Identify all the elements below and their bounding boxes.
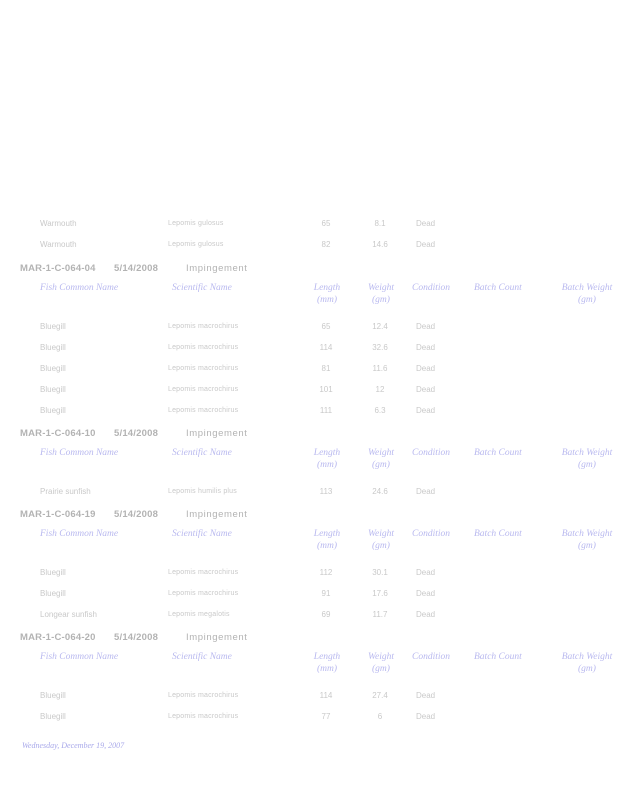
weight-cell: 6 xyxy=(377,712,383,721)
scientific-name-cell: Lepomis macrochirus xyxy=(168,323,239,330)
header-weight: Weight (gm) xyxy=(367,283,395,305)
fish-record-row xyxy=(0,566,618,582)
length-cell: 114 xyxy=(319,691,333,700)
condition-cell: Dead xyxy=(416,568,436,577)
common-name-cell: Bluegill xyxy=(40,322,66,331)
condition-cell: Dead xyxy=(416,240,436,249)
length-cell: 77 xyxy=(321,712,331,721)
weight-cell: 24.6 xyxy=(372,487,388,496)
length-cell: 65 xyxy=(321,322,331,331)
fish-record-row xyxy=(0,362,618,378)
condition-cell: Dead xyxy=(416,487,436,496)
weight-cell: 11.7 xyxy=(372,610,388,619)
column-header-row xyxy=(0,651,618,679)
header-batch-weight: Batch Weight (gm) xyxy=(561,448,613,470)
header-scientific-name: Scientific Name xyxy=(172,652,232,662)
sample-id: MAR-1-C-064-20 xyxy=(20,632,96,643)
header-batch-count: Batch Count xyxy=(474,448,522,458)
sample-group-row xyxy=(0,508,618,524)
header-scientific-name: Scientific Name xyxy=(172,529,232,539)
sample-type: Impingement xyxy=(186,509,248,520)
header-length: Length (mm) xyxy=(313,283,341,305)
common-name-cell: Prairie sunfish xyxy=(40,487,91,496)
column-header-row xyxy=(0,447,618,475)
header-condition: Condition xyxy=(412,529,451,539)
sample-date: 5/14/2008 xyxy=(114,509,159,520)
common-name-cell: Warmouth xyxy=(40,240,77,249)
column-header-row xyxy=(0,528,618,556)
sample-type: Impingement xyxy=(186,263,248,274)
header-common-name: Fish Common Name xyxy=(40,652,119,662)
condition-cell: Dead xyxy=(416,322,436,331)
weight-cell: 30.1 xyxy=(372,568,388,577)
common-name-cell: Bluegill xyxy=(40,712,66,721)
header-common-name: Fish Common Name xyxy=(40,448,119,458)
fish-record-row xyxy=(0,404,618,420)
scientific-name-cell: Lepomis macrochirus xyxy=(168,590,239,597)
fish-record-row xyxy=(0,587,618,603)
scientific-name-cell: Lepomis gulosus xyxy=(168,241,224,248)
header-batch-count: Batch Count xyxy=(474,283,522,293)
weight-cell: 14.6 xyxy=(372,240,388,249)
header-length: Length (mm) xyxy=(313,529,341,551)
header-weight: Weight (gm) xyxy=(367,652,395,674)
sample-type: Impingement xyxy=(186,632,248,643)
sample-group-row xyxy=(0,262,618,278)
length-cell: 69 xyxy=(321,610,331,619)
header-batch-count: Batch Count xyxy=(474,529,522,539)
sample-date: 5/14/2008 xyxy=(114,632,159,643)
sample-date: 5/14/2008 xyxy=(114,263,159,274)
condition-cell: Dead xyxy=(416,385,436,394)
length-cell: 91 xyxy=(321,589,331,598)
sample-group-row xyxy=(0,631,618,647)
header-weight: Weight (gm) xyxy=(367,529,395,551)
condition-cell: Dead xyxy=(416,364,436,373)
header-common-name: Fish Common Name xyxy=(40,283,119,293)
fish-record-row xyxy=(0,689,618,705)
length-cell: 65 xyxy=(321,219,331,228)
header-weight: Weight (gm) xyxy=(367,448,395,470)
sample-date: 5/14/2008 xyxy=(114,428,159,439)
header-condition: Condition xyxy=(412,448,451,458)
scientific-name-cell: Lepomis macrochirus xyxy=(168,386,239,393)
scientific-name-cell: Lepomis humilis plus xyxy=(168,488,237,495)
header-batch-weight: Batch Weight (gm) xyxy=(561,529,613,551)
weight-cell: 12 xyxy=(375,385,385,394)
length-cell: 111 xyxy=(319,406,333,415)
common-name-cell: Bluegill xyxy=(40,343,66,352)
weight-cell: 27.4 xyxy=(372,691,388,700)
fish-record-row xyxy=(0,608,618,624)
header-length: Length (mm) xyxy=(313,448,341,470)
scientific-name-cell: Lepomis macrochirus xyxy=(168,344,239,351)
scientific-name-cell: Lepomis macrochirus xyxy=(168,365,239,372)
fish-record-row xyxy=(0,710,618,726)
common-name-cell: Bluegill xyxy=(40,385,66,394)
condition-cell: Dead xyxy=(416,589,436,598)
sample-id: MAR-1-C-064-19 xyxy=(20,509,96,520)
weight-cell: 6.3 xyxy=(374,406,386,415)
condition-cell: Dead xyxy=(416,712,436,721)
common-name-cell: Bluegill xyxy=(40,589,66,598)
header-scientific-name: Scientific Name xyxy=(172,283,232,293)
common-name-cell: Longear sunfish xyxy=(40,610,97,619)
condition-cell: Dead xyxy=(416,219,436,228)
condition-cell: Dead xyxy=(416,610,436,619)
sample-group-row xyxy=(0,427,618,443)
header-batch-count: Batch Count xyxy=(474,652,522,662)
header-scientific-name: Scientific Name xyxy=(172,448,232,458)
fish-record-row xyxy=(0,238,618,254)
fish-record-row xyxy=(0,320,618,336)
header-batch-weight: Batch Weight (gm) xyxy=(561,283,613,305)
scientific-name-cell: Lepomis macrochirus xyxy=(168,692,239,699)
scientific-name-cell: Lepomis macrochirus xyxy=(168,407,239,414)
length-cell: 114 xyxy=(319,343,333,352)
fish-record-row xyxy=(0,383,618,399)
header-common-name: Fish Common Name xyxy=(40,529,119,539)
common-name-cell: Bluegill xyxy=(40,364,66,373)
header-batch-weight: Batch Weight (gm) xyxy=(561,652,613,674)
length-cell: 113 xyxy=(319,487,333,496)
scientific-name-cell: Lepomis macrochirus xyxy=(168,569,239,576)
length-cell: 81 xyxy=(321,364,331,373)
fish-record-row xyxy=(0,485,618,501)
weight-cell: 11.6 xyxy=(372,364,388,373)
header-length: Length (mm) xyxy=(313,652,341,674)
length-cell: 82 xyxy=(321,240,331,249)
sample-type: Impingement xyxy=(186,428,248,439)
condition-cell: Dead xyxy=(416,343,436,352)
scientific-name-cell: Lepomis gulosus xyxy=(168,220,224,227)
report-date-footer: Wednesday, December 19, 2007 xyxy=(22,741,125,750)
common-name-cell: Bluegill xyxy=(40,691,66,700)
common-name-cell: Bluegill xyxy=(40,406,66,415)
column-header-row xyxy=(0,282,618,310)
weight-cell: 32.6 xyxy=(372,343,388,352)
scientific-name-cell: Lepomis macrochirus xyxy=(168,713,239,720)
length-cell: 112 xyxy=(319,568,333,577)
sample-id: MAR-1-C-064-10 xyxy=(20,428,96,439)
scientific-name-cell: Lepomis megalotis xyxy=(168,611,230,618)
common-name-cell: Warmouth xyxy=(40,219,77,228)
sample-id: MAR-1-C-064-04 xyxy=(20,263,96,274)
header-condition: Condition xyxy=(412,283,451,293)
common-name-cell: Bluegill xyxy=(40,568,66,577)
weight-cell: 17.6 xyxy=(372,589,388,598)
fish-record-row xyxy=(0,341,618,357)
condition-cell: Dead xyxy=(416,406,436,415)
fish-record-row xyxy=(0,217,618,233)
weight-cell: 8.1 xyxy=(374,219,386,228)
weight-cell: 12.4 xyxy=(372,322,388,331)
condition-cell: Dead xyxy=(416,691,436,700)
length-cell: 101 xyxy=(319,385,333,394)
header-condition: Condition xyxy=(412,652,451,662)
